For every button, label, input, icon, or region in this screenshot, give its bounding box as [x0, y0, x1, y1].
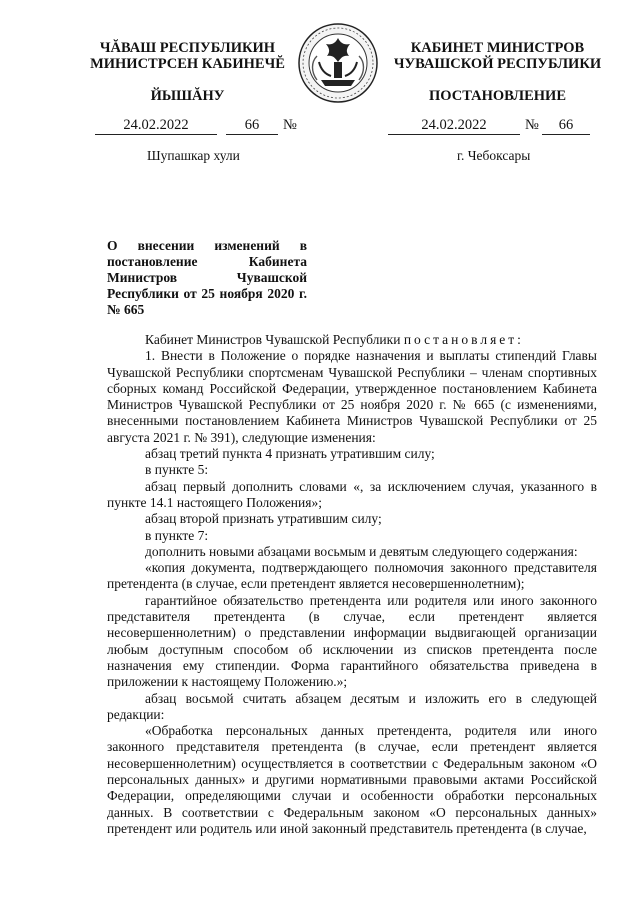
header-right-line1: КАБИНЕТ МИНИСТРОВ: [410, 40, 585, 56]
header-right: [385, 40, 610, 72]
date-left-value: 24.02.2022: [95, 117, 217, 135]
document-body: [107, 332, 597, 837]
header-left-line1: ЧĂВАШ РЕСПУБЛИКИН: [99, 40, 276, 56]
body-paragraph: абзац восьмой считать абзацем десятым и изложить его в следующей редакции:: [107, 690, 597, 722]
date-line-right: [388, 117, 598, 135]
body-paragraph: дополнить новыми абзацами восьмым и девятым следующего содержания:: [145, 543, 578, 559]
intro-text: Кабинет Министров Чувашской Республики: [145, 332, 401, 347]
intro-verb: постановляет:: [403, 332, 524, 347]
place-right: г. Чебоксары: [457, 148, 531, 163]
date-right-value: 24.02.2022: [388, 117, 520, 135]
place-left: Шупашкар хули: [147, 148, 240, 163]
body-paragraph: абзац второй признать утратившим силу;: [145, 511, 382, 527]
body-paragraph: 1. Внести в Положение о порядке назначения и выплаты стипендий Главы Чувашской Республики спортсменам Чувашской Республики – членам спортивных сборных команд Российской Федерации, утвержденное постановлением Кабинета Министров Чувашской Республики от 25 ноября 2020 г. № 665 (с изменениями, внесенными постановлением Кабинета Министров Чувашской Республики от 25 августа 2021 г. № 391), следующие изменения:: [107, 348, 597, 445]
number-left-value: 66: [226, 117, 278, 135]
date-line-left: [95, 117, 315, 135]
body-paragraph: абзац первый дополнить словами «, за исключением случая, указанного в пункте 14.1 настоящего Положения»;: [107, 478, 597, 510]
coat-of-arms-icon: [297, 22, 379, 104]
body-paragraph: в пункте 5:: [145, 462, 209, 478]
intro-paragraph: [107, 332, 597, 348]
header-left: [80, 40, 295, 72]
body-paragraph: «копия документа, подтверждающего полномочия законного представителя претендента (в случае, если претендент является несовершеннолетним);: [107, 560, 597, 592]
number-sign-right: №: [525, 117, 539, 133]
number-sign-left: №: [283, 117, 297, 133]
body-paragraph: гарантийное обязательство претендента или родителя или иного законного представителя претендента (в случае, если претендент является несовершеннолетним) о представлении информации выдвигающей организации любым доступным способом об исключении из списков претендента после назначения ему стипендии. Форма гарантийного обязательства приведена в приложении к настоящему Положению.»;: [107, 592, 597, 690]
body-paragraph: в пункте 7:: [145, 527, 209, 543]
doc-type-left: ЙЫШĂНУ: [150, 88, 225, 104]
document-title: О внесении изменений в постановление Кабинета Министров Чувашской Республики от 25 ноября 2020 г. № 665: [107, 238, 307, 317]
header-left-line2: МИНИСТРСЕН КАБИНЕЧĔ: [90, 56, 285, 72]
body-paragraph: «Обработка персональных данных претендента, родителя или иного законного представителя претендента (в случае, если претендент является несовершеннолетним) осуществляется в соответствии с Федеральным законом «О персональных данных» и другими нормативными правовыми актами Российской Федерации, определяющими случаи и особенности обработки персональных данных. В соответствии с Федеральным законом «О персональных данных» претендент или родитель или иной законный представитель претендента (в случае,: [107, 723, 597, 836]
body-paragraph: абзац третий пункта 4 признать утратившим силу;: [145, 446, 435, 462]
header-right-line2: ЧУВАШСКОЙ РЕСПУБЛИКИ: [393, 56, 602, 72]
doc-type-right: ПОСТАНОВЛЕНИЕ: [428, 88, 566, 104]
number-right-value: 66: [542, 117, 590, 135]
